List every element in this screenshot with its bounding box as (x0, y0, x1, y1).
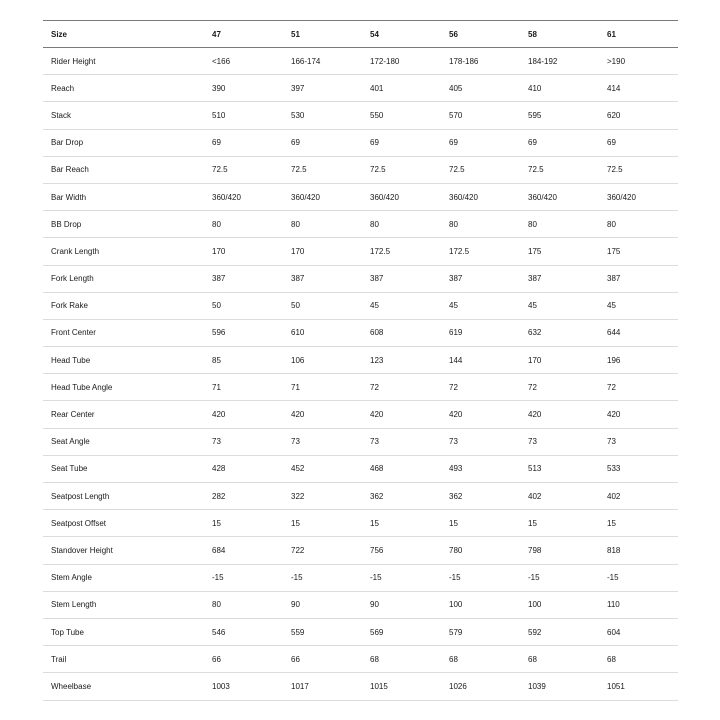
cell-value: 15 (362, 510, 441, 537)
cell-value: 73 (204, 428, 283, 455)
cell-value: 1015 (362, 673, 441, 700)
cell-value: 360/420 (441, 183, 520, 210)
cell-value: 123 (362, 347, 441, 374)
cell-value: 360/420 (204, 183, 283, 210)
cell-value: 493 (441, 455, 520, 482)
cell-value: 45 (520, 292, 599, 319)
size-header-58: 58 (520, 21, 599, 48)
row-label: Rider Height (43, 48, 204, 75)
cell-value: 579 (441, 618, 520, 645)
cell-value: 15 (204, 510, 283, 537)
cell-value: 405 (441, 75, 520, 102)
cell-value: 362 (362, 483, 441, 510)
cell-value: 45 (362, 292, 441, 319)
cell-value: 172-180 (362, 48, 441, 75)
cell-value: 50 (283, 292, 362, 319)
size-header-54: 54 (362, 21, 441, 48)
cell-value: 73 (520, 428, 599, 455)
cell-value: 798 (520, 537, 599, 564)
table-row (43, 537, 678, 564)
row-label: Wheelbase (43, 673, 204, 700)
cell-value: 15 (283, 510, 362, 537)
cell-value: 175 (599, 238, 678, 265)
cell-value: 72 (599, 374, 678, 401)
cell-value: -15 (599, 564, 678, 591)
table-row (43, 211, 678, 238)
cell-value: 387 (283, 265, 362, 292)
cell-value: 166-174 (283, 48, 362, 75)
cell-value: 72.5 (599, 156, 678, 183)
cell-value: <166 (204, 48, 283, 75)
cell-value: 73 (362, 428, 441, 455)
cell-value: 468 (362, 455, 441, 482)
cell-value: 80 (204, 211, 283, 238)
cell-value: 595 (520, 102, 599, 129)
row-label: Bar Width (43, 183, 204, 210)
cell-value: 780 (441, 537, 520, 564)
cell-value: 632 (520, 319, 599, 346)
table-row (43, 401, 678, 428)
row-label: Head Tube Angle (43, 374, 204, 401)
row-label: Bar Reach (43, 156, 204, 183)
size-header-label: Size (43, 21, 204, 48)
row-label: Top Tube (43, 618, 204, 645)
cell-value: 69 (204, 129, 283, 156)
cell-value: 144 (441, 347, 520, 374)
cell-value: 50 (204, 292, 283, 319)
cell-value: 170 (204, 238, 283, 265)
cell-value: 80 (520, 211, 599, 238)
table-row (43, 374, 678, 401)
cell-value: 420 (520, 401, 599, 428)
cell-value: 414 (599, 75, 678, 102)
table-body (43, 48, 678, 701)
cell-value: 1026 (441, 673, 520, 700)
row-label: Crank Length (43, 238, 204, 265)
cell-value: 80 (362, 211, 441, 238)
cell-value: >190 (599, 48, 678, 75)
cell-value: 69 (441, 129, 520, 156)
cell-value: 72.5 (362, 156, 441, 183)
cell-value: -15 (520, 564, 599, 591)
cell-value: 360/420 (520, 183, 599, 210)
cell-value: 569 (362, 618, 441, 645)
cell-value: -15 (441, 564, 520, 591)
row-label: Seat Tube (43, 455, 204, 482)
row-label: Seat Angle (43, 428, 204, 455)
cell-value: 533 (599, 455, 678, 482)
cell-value: 596 (204, 319, 283, 346)
cell-value: 362 (441, 483, 520, 510)
cell-value: 69 (599, 129, 678, 156)
size-header-56: 56 (441, 21, 520, 48)
cell-value: 71 (204, 374, 283, 401)
cell-value: 420 (362, 401, 441, 428)
cell-value: 66 (283, 646, 362, 673)
cell-value: 73 (599, 428, 678, 455)
cell-value: 756 (362, 537, 441, 564)
cell-value: 684 (204, 537, 283, 564)
row-label: Standover Height (43, 537, 204, 564)
cell-value: 387 (441, 265, 520, 292)
cell-value: 397 (283, 75, 362, 102)
cell-value: -15 (204, 564, 283, 591)
cell-value: 80 (441, 211, 520, 238)
cell-value: 172.5 (362, 238, 441, 265)
row-label: BB Drop (43, 211, 204, 238)
row-label: Fork Length (43, 265, 204, 292)
table-row (43, 591, 678, 618)
cell-value: 410 (520, 75, 599, 102)
cell-value: 387 (362, 265, 441, 292)
cell-value: 722 (283, 537, 362, 564)
cell-value: 390 (204, 75, 283, 102)
cell-value: 170 (520, 347, 599, 374)
table-row (43, 428, 678, 455)
size-header-47: 47 (204, 21, 283, 48)
row-label: Bar Drop (43, 129, 204, 156)
cell-value: 68 (599, 646, 678, 673)
cell-value: 570 (441, 102, 520, 129)
table-row (43, 483, 678, 510)
cell-value: 106 (283, 347, 362, 374)
cell-value: 620 (599, 102, 678, 129)
cell-value: 196 (599, 347, 678, 374)
cell-value: 420 (441, 401, 520, 428)
table-row (43, 75, 678, 102)
cell-value: 559 (283, 618, 362, 645)
header-row (43, 21, 678, 48)
cell-value: 45 (441, 292, 520, 319)
cell-value: 15 (441, 510, 520, 537)
cell-value: 80 (283, 211, 362, 238)
cell-value: 100 (520, 591, 599, 618)
cell-value: 72.5 (520, 156, 599, 183)
cell-value: -15 (283, 564, 362, 591)
table-row (43, 156, 678, 183)
cell-value: 100 (441, 591, 520, 618)
cell-value: 282 (204, 483, 283, 510)
cell-value: 80 (204, 591, 283, 618)
cell-value: 69 (362, 129, 441, 156)
cell-value: 178-186 (441, 48, 520, 75)
table-row (43, 646, 678, 673)
table-row (43, 455, 678, 482)
row-label: Seatpost Offset (43, 510, 204, 537)
table-row (43, 183, 678, 210)
table-row (43, 564, 678, 591)
cell-value: 69 (283, 129, 362, 156)
cell-value: 619 (441, 319, 520, 346)
cell-value: 387 (204, 265, 283, 292)
cell-value: 72 (441, 374, 520, 401)
cell-value: 72 (520, 374, 599, 401)
cell-value: 818 (599, 537, 678, 564)
cell-value: 68 (520, 646, 599, 673)
cell-value: 73 (441, 428, 520, 455)
size-header-51: 51 (283, 21, 362, 48)
cell-value: 530 (283, 102, 362, 129)
size-header-61: 61 (599, 21, 678, 48)
cell-value: 110 (599, 591, 678, 618)
cell-value: 546 (204, 618, 283, 645)
cell-value: 610 (283, 319, 362, 346)
cell-value: 71 (283, 374, 362, 401)
cell-value: 644 (599, 319, 678, 346)
cell-value: 68 (441, 646, 520, 673)
geometry-table (43, 20, 678, 701)
cell-value: 592 (520, 618, 599, 645)
cell-value: 72.5 (283, 156, 362, 183)
cell-value: 608 (362, 319, 441, 346)
row-label: Trail (43, 646, 204, 673)
table-row (43, 618, 678, 645)
cell-value: 420 (599, 401, 678, 428)
cell-value: 72.5 (204, 156, 283, 183)
cell-value: 72 (362, 374, 441, 401)
table-row (43, 510, 678, 537)
cell-value: 452 (283, 455, 362, 482)
row-label: Rear Center (43, 401, 204, 428)
cell-value: 428 (204, 455, 283, 482)
row-label: Reach (43, 75, 204, 102)
cell-value: -15 (362, 564, 441, 591)
cell-value: 172.5 (441, 238, 520, 265)
cell-value: 15 (520, 510, 599, 537)
cell-value: 72.5 (441, 156, 520, 183)
cell-value: 1051 (599, 673, 678, 700)
cell-value: 85 (204, 347, 283, 374)
cell-value: 387 (520, 265, 599, 292)
row-label: Stack (43, 102, 204, 129)
cell-value: 360/420 (362, 183, 441, 210)
cell-value: 175 (520, 238, 599, 265)
row-label: Seatpost Length (43, 483, 204, 510)
cell-value: 90 (283, 591, 362, 618)
cell-value: 360/420 (599, 183, 678, 210)
cell-value: 45 (599, 292, 678, 319)
table-row (43, 319, 678, 346)
table-row (43, 265, 678, 292)
cell-value: 402 (599, 483, 678, 510)
table-row (43, 129, 678, 156)
cell-value: 401 (362, 75, 441, 102)
cell-value: 360/420 (283, 183, 362, 210)
table-row (43, 673, 678, 700)
table-row (43, 347, 678, 374)
row-label: Head Tube (43, 347, 204, 374)
table-row (43, 48, 678, 75)
cell-value: 387 (599, 265, 678, 292)
cell-value: 66 (204, 646, 283, 673)
cell-value: 604 (599, 618, 678, 645)
cell-value: 1039 (520, 673, 599, 700)
cell-value: 68 (362, 646, 441, 673)
cell-value: 550 (362, 102, 441, 129)
cell-value: 1003 (204, 673, 283, 700)
cell-value: 73 (283, 428, 362, 455)
cell-value: 513 (520, 455, 599, 482)
cell-value: 69 (520, 129, 599, 156)
cell-value: 15 (599, 510, 678, 537)
table-row (43, 102, 678, 129)
cell-value: 420 (204, 401, 283, 428)
row-label: Fork Rake (43, 292, 204, 319)
row-label: Stem Length (43, 591, 204, 618)
cell-value: 402 (520, 483, 599, 510)
row-label: Stem Angle (43, 564, 204, 591)
cell-value: 420 (283, 401, 362, 428)
cell-value: 322 (283, 483, 362, 510)
cell-value: 90 (362, 591, 441, 618)
row-label: Front Center (43, 319, 204, 346)
cell-value: 510 (204, 102, 283, 129)
table-row (43, 238, 678, 265)
cell-value: 184-192 (520, 48, 599, 75)
table-row (43, 292, 678, 319)
cell-value: 170 (283, 238, 362, 265)
cell-value: 1017 (283, 673, 362, 700)
cell-value: 80 (599, 211, 678, 238)
